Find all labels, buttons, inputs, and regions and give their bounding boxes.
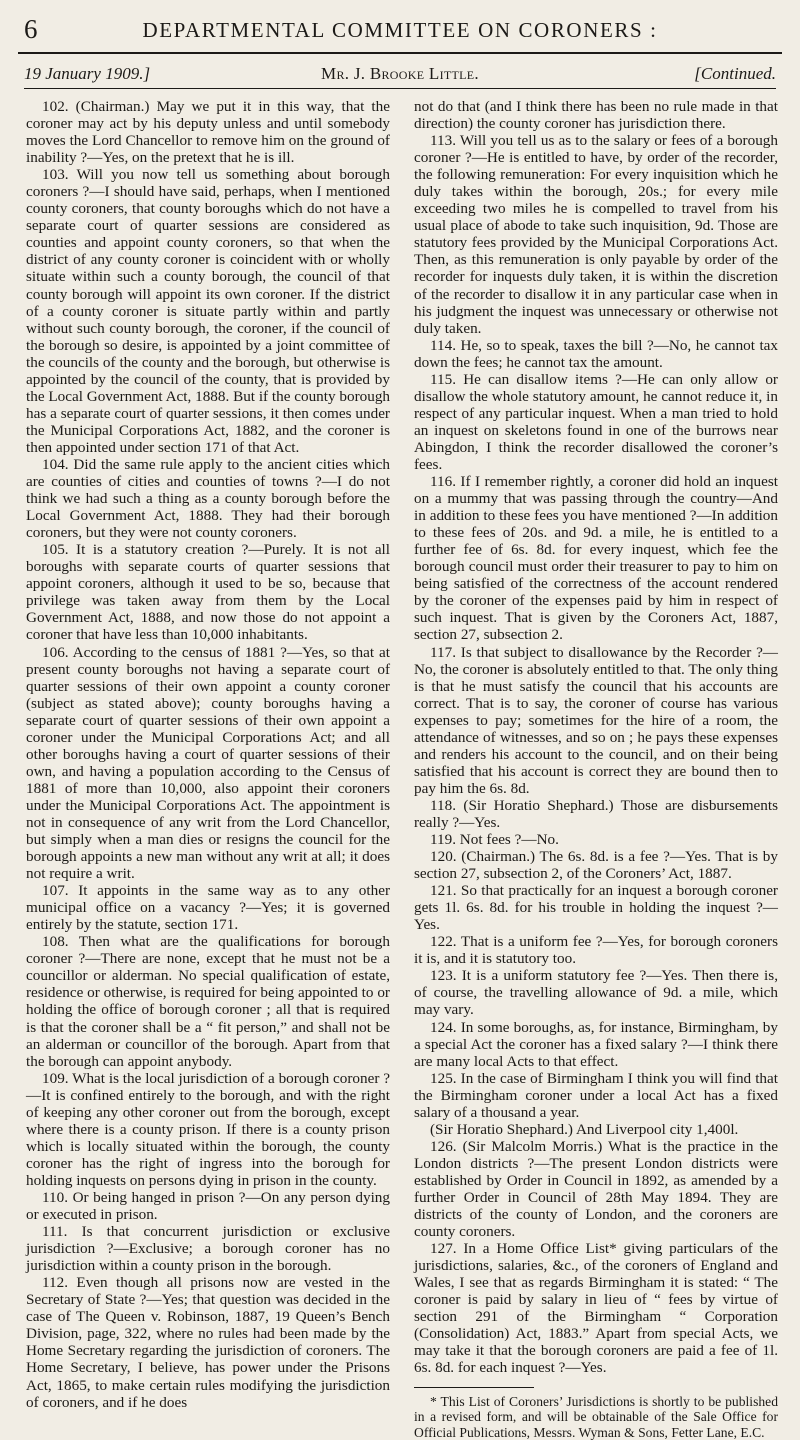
- paragraph: 117. Is that subject to disallowance by the Recorder ?—No, the coroner is absolutely entitled to that. The only thing is that he must satisfy the council that his accounts are correct. That is to say, the coroner of course has various expenses to pay; sometimes for the hire of a room, the attendance of witnesses, and so on ; he pays these expenses and renders his account to the council, and on their being satisfied that his account is correct they are bound then to pay him the 6s. 8d.: [414, 643, 778, 797]
- paragraph: (Sir Horatio Shephard.) And Liverpool city 1,400l.: [430, 1120, 739, 1138]
- paragraph: 110. Or being hanged in prison ?—On any person dying or executed in prison.: [26, 1189, 390, 1224]
- paragraph: 116. If I remember rightly, a coroner did hold an inquest on a mummy that was passing through the country—And in addition to these fees you have mentioned ?—In addition to these fees of 20s. and 9d. a mile, he is entitled to a further fee of 6s. 8d. for every inquest, which fee the borough council must order their treasurer to pay to him on being satisfied of the correctness of the account rendered by the coroner of the expenses paid by him in respect of such inquest. That is given by the Coroners Act, 1887, section 27, subsection 2.: [414, 473, 778, 644]
- paragraph: 109. What is the local jurisdiction of a borough coroner ?—It is confined entirely to the borough, and with the right of keeping any other coroner out from the borough, except where there is a county prison. If there is a county prison which is locally situated within the borough, the county coroner has the right of ingress into the borough for holding inquests on persons dying in prison in the county.: [26, 1069, 390, 1189]
- page-number: 6: [24, 14, 38, 44]
- right-column: [414, 98, 778, 1440]
- continued-label: [Continued.: [694, 64, 776, 83]
- footnote-divider: [414, 1387, 534, 1388]
- left-column: [26, 98, 390, 1411]
- paragraph: 118. (Sir Horatio Shephard.) Those are disbursements really ?—Yes.: [414, 796, 778, 831]
- paragraph: 104. Did the same rule apply to the ancient cities which are counties of cities and counties of towns ?—I do not think we had such a thing as a county borough before the Local Government Act, 1888. They had their borough coroners, but they were not county coroners.: [26, 455, 390, 542]
- paragraph: 105. It is a statutory creation ?—Purely. It is not all boroughs with separate courts of quarter sessions that appoint coroners, although it used to be so, because that privilege was taken away from them by the Local Government Act, 1888, and now those do not appoint a coroner that have less than 10,000 inhabitants.: [26, 541, 390, 644]
- paragraph: 125. In the case of Birmingham I think you will find that the Birmingham coroner under a local Act has a fixed salary of a thousand a year.: [414, 1069, 778, 1121]
- paragraph: 121. So that practically for an inquest a borough coroner gets 1l. 6s. 8d. for his trouble in holding the inquest ?—Yes.: [414, 882, 778, 934]
- paragraph: 123. It is a uniform statutory fee ?—Yes. Then there is, of course, the travelling allowance of 9d. a mile, which may vary.: [414, 967, 778, 1019]
- page-header: [18, 8, 782, 54]
- running-title: DEPARTMENTAL COMMITTEE ON CORONERS :: [142, 18, 658, 42]
- paragraph: 122. That is a uniform fee ?—Yes, for borough coroners it is, and it is statutory too.: [414, 933, 778, 968]
- paragraph: 113. Will you tell us as to the salary or fees of a borough coroner ?—He is entitled to have, by order of the recorder, the following remuneration: For every inquisition which he duly takes within the borough, 20s.; for every mile exceeding two miles he is compelled to travel from his usual place of abode to take such inquisition, 9d. Those are statutory fees provided by the Municipal Corporations Act. Then, as this remuneration is only payable by order of the recorder for inquests duly taken, it is within the discretion of the recorder to disallow it in any particular case when in his judgment the inquest was unnecessary or otherwise not duly taken.: [414, 132, 778, 337]
- paragraph: 112. Even though all prisons now are vested in the Secretary of State ?—Yes; that question was decided in the case of The Queen v. Robinson, 1887, 19 Queen’s Bench Division, page, 322, where no rules had been made by the Home Secretary regarding the jurisdiction of coroners. The Home Secretary, I believe, has power under the Prisons Act, 1865, to make certain rules modifying the jurisdiction of coroners, and if he does: [26, 1274, 390, 1411]
- paragraph: 106. According to the census of 1881 ?—Yes, so that at present county boroughs not having a separate court of quarter sessions of their own appoint a county coroner (subject as stated above); county boroughs having a separate court of quarter sessions of their own appoint a coroner under the Municipal Corporations Act; and all other boroughs having a court of quarter sessions of their own, and having a population according to the Census of 1881 of more than 10,000, also appoint their coroners under the Municipal Corporations Act. The appointment is not in consequence of any writ from the Lord Chancellor, but simply when a man dies or resigns the council for the borough appoints a new man without any writ at all; it does not require a writ.: [26, 643, 390, 883]
- subheader: [24, 60, 776, 89]
- paragraph: 127. In a Home Office List* giving particulars of the jurisdictions, salaries, &c., of the coroners of England and Wales, I see that as regards Birmingham it is stated: “ The coroner is paid by salary in lieu of “ fees by virtue of section 291 of the Birmingham “ Corporation (Consolidation) Act, 1883.” Apart from special Acts, we may take it that the borough coroners are paid a fee of 1l. 6s. 8d. for each inquest ?—Yes.: [414, 1240, 778, 1377]
- paragraph: 120. (Chairman.) The 6s. 8d. is a fee ?—Yes. That is by section 27, subsection 2, of the Coroners’ Act, 1887.: [414, 848, 778, 883]
- paragraph: not do that (and I think there has been no rule made in that direction) the county coroner has jurisdiction there.: [414, 98, 778, 133]
- footnote: * This List of Coroners’ Jurisdictions is shortly to be published in a revised form, and will be obtainable of the Sale Office for Official Publications, Messrs. Wyman & Sons, Fetter Lane, E.C.: [414, 1393, 778, 1440]
- session-date: 19 January 1909.]: [24, 64, 151, 83]
- paragraph: 124. In some boroughs, as, for instance, Birmingham, by a special Act the coroner has a fixed salary ?—I think there are many local Acts to that effect.: [414, 1018, 778, 1070]
- paragraph: 103. Will you now tell us something about borough coroners ?—I should have said, perhaps, when I mentioned county coroners, that county boroughs which do not have a separate court of quarter sessions are considered as counties and appoint county coroners, so that when the district of any county coroner is coincident with or wholly situate within such a county borough, the council of that county borough will appoint its own coroner. If the district of a county coroner is situate partly within and partly without such county borough, the coroner, if the council of the borough so desire, is appointed by a joint committee of the councils of the county and the borough, but otherwise is appointed by the council of the county, that is provided by the Local Government Act, 1888. But if the county borough has a separate court of quarter sessions, it then comes under the Municipal Corporations Act, 1882, and the coroner is then appointed under section 171 of that Act.: [26, 166, 391, 456]
- paragraph: 126. (Sir Malcolm Morris.) What is the practice in the London districts ?—The present London districts were established by Order in Council in 1892, as amended by a further Order in Council of 28th May 1894. They are districts of the county of London, and the coroners are county coroners.: [414, 1137, 778, 1241]
- paragraph: 108. Then what are the qualifications for borough coroner ?—There are none, except that he must not be a councillor or alderman. No special qualification of estate, residence or otherwise, is required for being appointed to or holding the office of borough coroner ; all that is required is that the coroner shall be a “ fit person,” and shall not be an alderman or councillor of the borough. Apart from that the borough can appoint anybody.: [26, 933, 390, 1070]
- paragraph: 102. (Chairman.) May we put it in this way, that the coroner may act by his deputy unless and until somebody moves the Lord Chancellor to remove him on the ground of inability ?—Yes, on the pretext that he is ill.: [26, 98, 390, 167]
- witness-name: Mr. J. Brooke Little.: [321, 64, 479, 83]
- paragraph: 107. It appoints in the same way as to any other municipal office on a vacancy ?—Yes; it is governed entirely by the statute, section 171.: [26, 882, 390, 934]
- paragraph: 119. Not fees ?—No.: [430, 831, 559, 849]
- paragraph: 115. He can disallow items ?—He can only allow or disallow the whole statutory amount, he cannot reduce it, in respect of any particular inquest. When a man tried to hold an inquest on skeletons found in one of the burrows near Abingdon, I think the recorder disallowed the coroner’s fees.: [414, 370, 778, 473]
- paragraph: 111. Is that concurrent jurisdiction or exclusive jurisdiction ?—Exclusive; a borough coroner has no jurisdiction within a county prison in the borough.: [26, 1223, 390, 1275]
- paragraph: 114. He, so to speak, taxes the bill ?—No, he cannot tax down the fees; he cannot tax the amount.: [414, 336, 778, 371]
